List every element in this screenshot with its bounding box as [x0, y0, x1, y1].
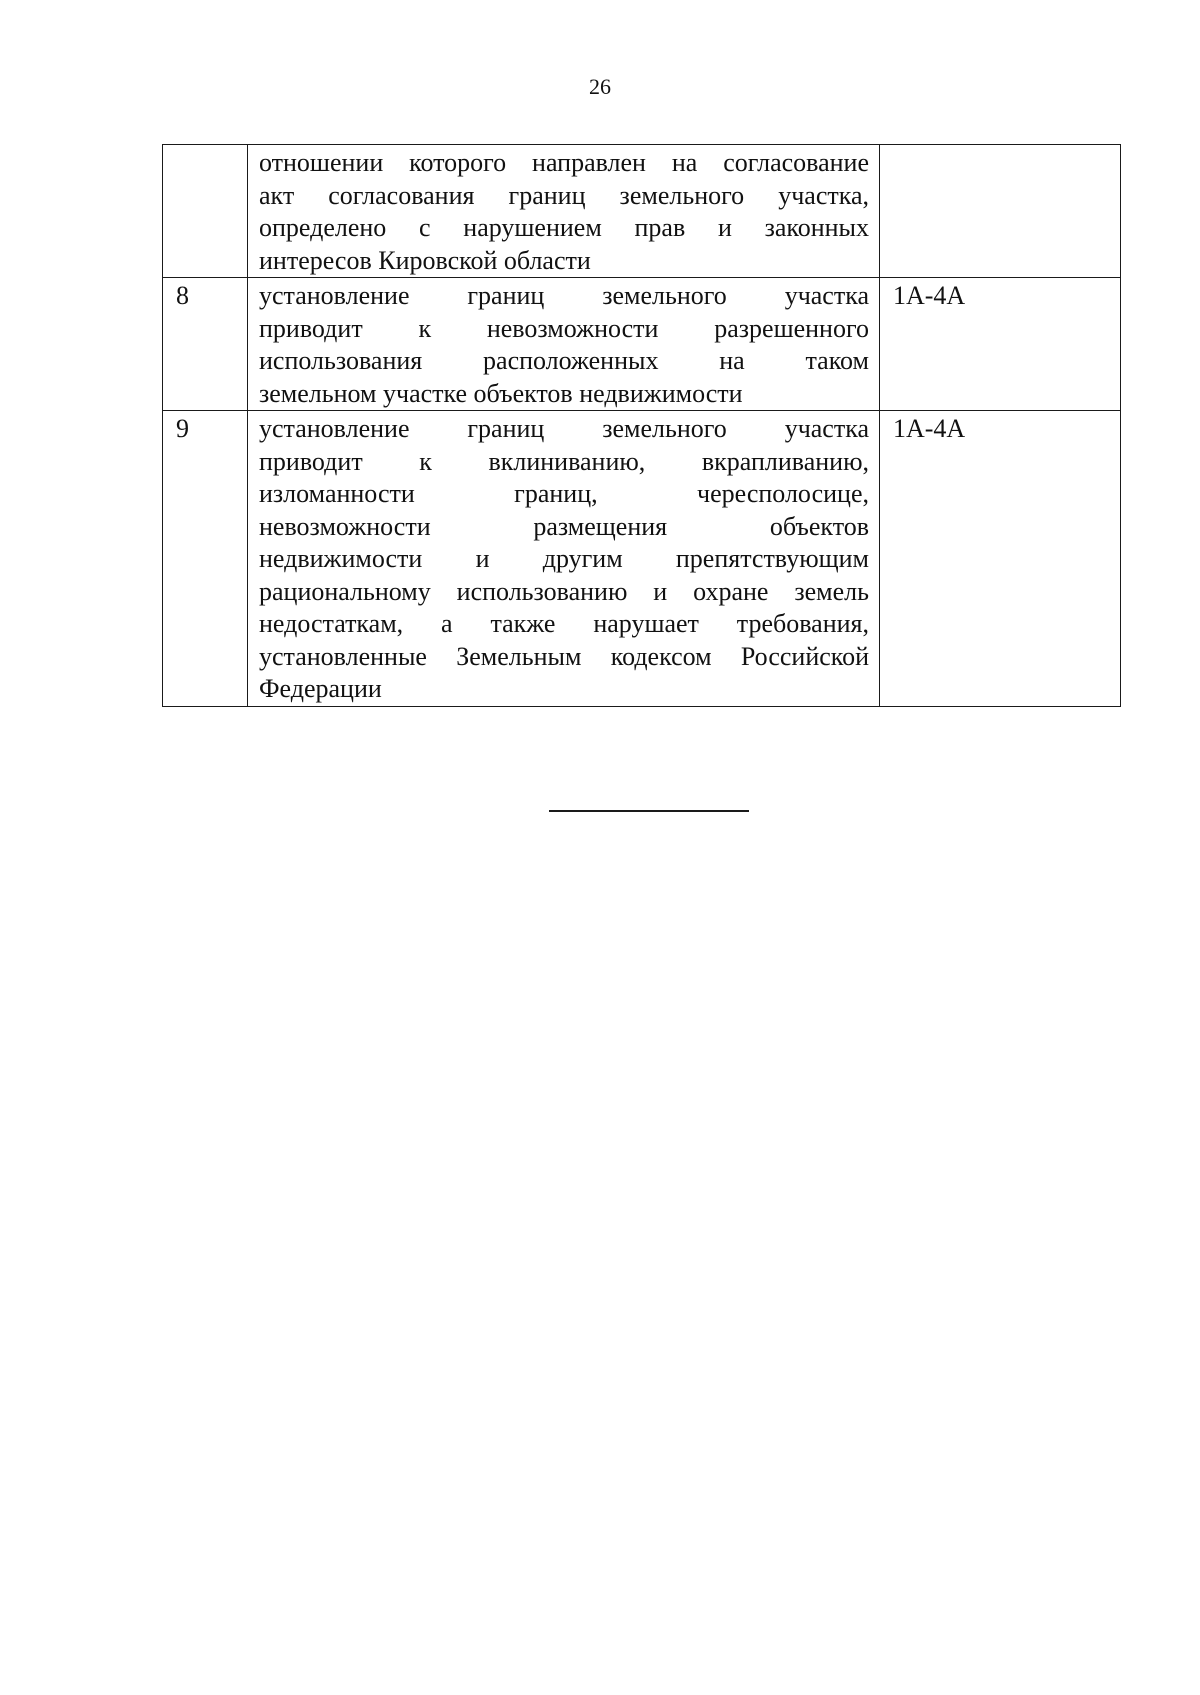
row-text-cell: [248, 411, 880, 707]
text-line: приводит к вклиниванию, вкрапливанию,: [259, 446, 869, 476]
text-line: интересов Кировской области: [259, 245, 591, 275]
text-line: недвижимости и другим препятствующим: [259, 544, 869, 573]
row-number-cell: 9: [163, 411, 248, 707]
text-line: рациональному использованию и охране земель: [259, 576, 869, 606]
page-number: 26: [589, 74, 611, 99]
row-code-cell: 1А-4А: [880, 411, 1121, 707]
text-line: отношении которого направлен на согласование: [259, 148, 869, 177]
table-row: [163, 278, 1121, 411]
text-line: установленные Земельным кодексом Российской: [259, 641, 869, 671]
text-line: акт согласования границ земельного участка,: [259, 180, 869, 210]
row-code-cell: [880, 145, 1121, 278]
end-rule: [549, 810, 749, 812]
table-row: [163, 145, 1121, 278]
row-number-cell: 8: [163, 278, 248, 411]
text-line: невозможности размещения объектов: [259, 511, 869, 541]
text-line: установление границ земельного участка: [259, 281, 869, 310]
text-line: определено с нарушением прав и законных: [259, 213, 869, 242]
text-line: недостаткам, а также нарушает требования,: [259, 609, 869, 638]
text-line: изломанности границ, чересполосице,: [259, 479, 869, 508]
text-line: использования расположенных на таком: [259, 346, 869, 375]
text-line: установление границ земельного участка: [259, 414, 869, 443]
row-number-cell: [163, 145, 248, 278]
row-code-cell: 1А-4А: [880, 278, 1121, 411]
text-line: Федерации: [259, 674, 382, 703]
criteria-table: [162, 144, 1121, 707]
row-text-cell: [248, 145, 880, 278]
table-row: [163, 411, 1121, 707]
text-line: приводит к невозможности разрешенного: [259, 313, 869, 343]
row-text-cell: [248, 278, 880, 411]
text-line: земельном участке объектов недвижимости: [259, 378, 743, 408]
